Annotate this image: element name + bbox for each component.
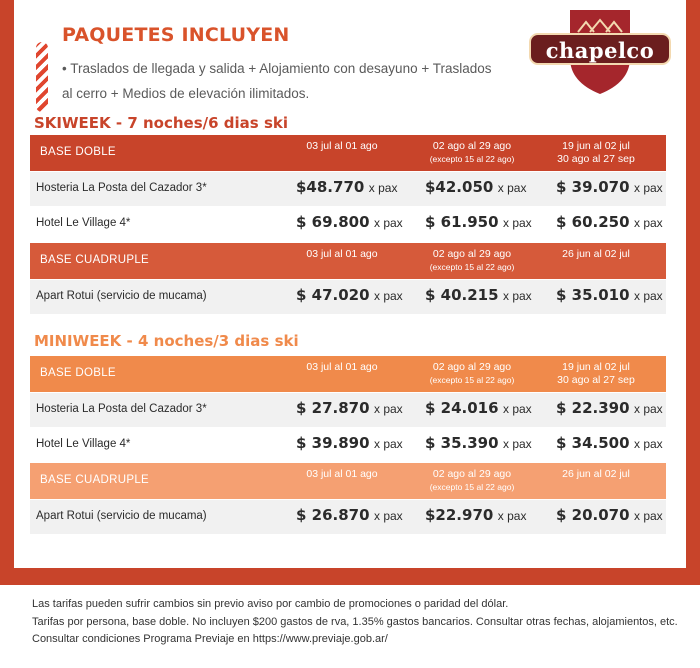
hotel-name: Hosteria La Posta del Cazador 3* xyxy=(36,182,207,194)
price-3: $ 35.010 x pax xyxy=(556,286,663,304)
base-label: BASE DOBLE xyxy=(40,367,116,379)
date-col-2: 02 ago al 29 ago (excepto 15 al 22 ago) xyxy=(429,140,515,164)
packages-title: PAQUETES INCLUYEN xyxy=(62,24,290,46)
price-2: $ 40.215 x pax xyxy=(425,286,532,304)
price-1: $ 47.020 x pax xyxy=(296,286,403,304)
price-3: $ 34.500 x pax xyxy=(556,434,663,452)
price-3: $ 60.250 x pax xyxy=(556,213,663,231)
price-1: $ 26.870 x pax xyxy=(296,506,403,524)
date-col-1: 03 jul al 01 ago xyxy=(306,248,378,260)
table-row xyxy=(30,207,666,241)
miniweek-cuadruple-header xyxy=(30,463,666,499)
table-row xyxy=(30,280,666,314)
hotel-name: Hotel Le Village 4* xyxy=(36,438,131,450)
date-col-1: 03 jul al 01 ago xyxy=(306,361,378,373)
table-row xyxy=(30,172,666,206)
base-label: BASE DOBLE xyxy=(40,146,116,158)
table-row xyxy=(30,428,666,462)
date-col-3: 26 jun al 02 jul xyxy=(562,468,630,480)
skiweek-title: SKIWEEK - 7 noches/6 dias ski xyxy=(34,114,288,132)
price-2: $42.050 x pax xyxy=(425,178,527,196)
price-1: $ 27.870 x pax xyxy=(296,399,403,417)
packages-description: • Traslados de llegada y salida + Alojamiento con desayuno + Traslados al cerro + Medios de elevación ilimitados. xyxy=(62,61,492,101)
skiweek-doble-header xyxy=(30,135,666,171)
skiweek-cuadruple-header xyxy=(30,243,666,279)
footer-line-3: Consultar condiciones Programa Previaje en https://www.previaje.gob.ar/ xyxy=(32,633,388,645)
date-col-2: 02 ago al 29 ago (excepto 15 al 22 ago) xyxy=(429,468,515,492)
price-3: $ 22.390 x pax xyxy=(556,399,663,417)
hotel-name: Apart Rotui (servicio de mucama) xyxy=(36,290,207,302)
hotel-name: Hotel Le Village 4* xyxy=(36,217,131,229)
price-1: $ 39.890 x pax xyxy=(296,434,403,452)
price-2: $ 61.950 x pax xyxy=(425,213,532,231)
base-label: BASE CUADRUPLE xyxy=(40,254,150,266)
miniweek-doble-header xyxy=(30,356,666,392)
table-row xyxy=(30,500,666,534)
miniweek-title: MINIWEEK - 4 noches/3 dias ski xyxy=(34,332,299,350)
price-2: $ 35.390 x pax xyxy=(425,434,532,452)
base-label: BASE CUADRUPLE xyxy=(40,474,150,486)
price-3: $ 39.070 x pax xyxy=(556,178,663,196)
footer-line-1: Las tarifas pueden sufrir cambios sin previo aviso por cambio de promociones o paridad del dólar. xyxy=(32,598,509,610)
candy-cane-icon xyxy=(36,42,48,112)
date-col-3: 26 jun al 02 jul xyxy=(562,248,630,260)
price-3: $ 20.070 x pax xyxy=(556,506,663,524)
hotel-name: Apart Rotui (servicio de mucama) xyxy=(36,510,207,522)
price-1: $48.770 x pax xyxy=(296,178,398,196)
date-col-1: 03 jul al 01 ago xyxy=(306,140,378,152)
date-col-1: 03 jul al 01 ago xyxy=(306,468,378,480)
footer-notes xyxy=(32,596,682,649)
date-col-3: 19 jun al 02 jul 30 ago al 27 sep xyxy=(557,140,635,165)
date-col-3: 19 jun al 02 jul 30 ago al 27 sep xyxy=(557,361,635,386)
price-2: $22.970 x pax xyxy=(425,506,527,524)
date-col-2: 02 ago al 29 ago (excepto 15 al 22 ago) xyxy=(429,361,515,385)
logo-text: chapelco xyxy=(545,38,655,63)
date-col-2: 02 ago al 29 ago (excepto 15 al 22 ago) xyxy=(429,248,515,272)
footer-line-2: Tarifas por persona, base doble. No incluyen $200 gastos de rva, 1.35% gastos bancarios. Consultar otras fechas, alojamientos, etc. xyxy=(32,615,678,628)
price-1: $ 69.800 x pax xyxy=(296,213,403,231)
price-2: $ 24.016 x pax xyxy=(425,399,532,417)
chapelco-logo xyxy=(526,8,674,98)
table-row xyxy=(30,393,666,427)
hotel-name: Hosteria La Posta del Cazador 3* xyxy=(36,403,207,415)
